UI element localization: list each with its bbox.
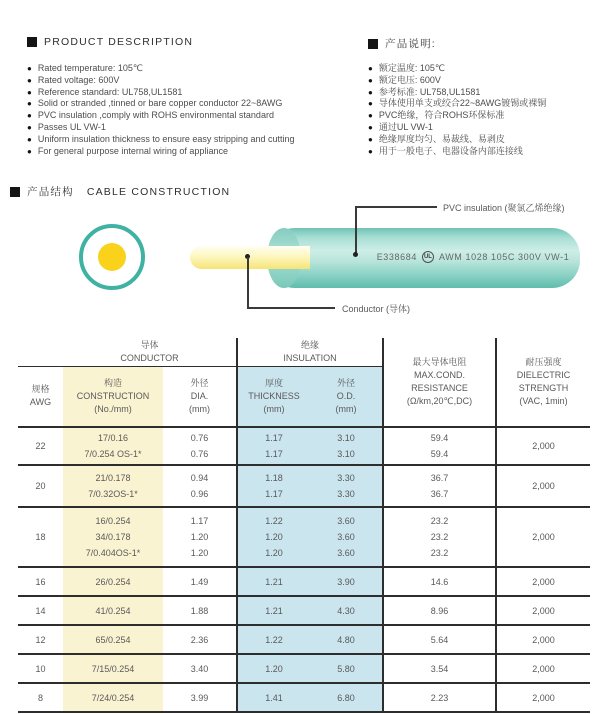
cell-construction: 65/0.254 xyxy=(63,625,163,654)
list-item: ● 导体使用单支或绞合22~8AWG镀锡或裸铜 xyxy=(368,98,547,109)
cell-thickness: 1.22 1.20 1.20 xyxy=(237,507,310,567)
cable-construction-title-en: CABLE CONSTRUCTION xyxy=(86,185,231,198)
bullet-icon: ● xyxy=(27,122,32,132)
cell-awg: 16 xyxy=(18,567,63,596)
list-item: ● 通过UL VW-1 xyxy=(368,121,433,132)
cell-dielectric: 2,000 xyxy=(496,683,590,712)
table-row-awg-12 xyxy=(18,625,590,654)
cell-resistance: 5.64 xyxy=(383,625,496,654)
black-square-icon xyxy=(368,39,378,49)
group-insulation-cell: 绝缘 INSULATION xyxy=(237,338,383,366)
ul-logo-icon: UL xyxy=(422,251,434,263)
bullet-icon: ● xyxy=(27,87,32,97)
table-row-awg-10 xyxy=(18,654,590,683)
bullet-icon: ● xyxy=(27,146,32,156)
bullet-icon: ● xyxy=(368,99,373,109)
bullet-icon: ● xyxy=(27,111,32,121)
cell-thickness: 1.18 1.17 xyxy=(237,465,310,507)
cell-awg: 14 xyxy=(18,596,63,625)
cable-print-right: AWM 1028 105C 300V VW-1 xyxy=(438,252,570,262)
cell-construction: 16/0.254 34/0.178 7/0.404OS-1* xyxy=(63,507,163,567)
spec-table-body xyxy=(18,427,590,712)
pvc-leader-line-vertical xyxy=(355,206,357,254)
cell-od: 5.80 xyxy=(310,654,383,683)
header-thickness-cell: 厚度 THICKNESS (mm) xyxy=(237,366,310,427)
list-item: ● 额定温度: 105℃ xyxy=(368,63,445,73)
cable-construction-title-cn: 产品结构 xyxy=(27,186,74,198)
product-notes-list xyxy=(368,63,546,157)
cell-thickness: 1.20 xyxy=(237,654,310,683)
cell-od: 4.80 xyxy=(310,625,383,654)
list-item: ● 额定电压: 600V xyxy=(368,74,441,85)
black-square-icon xyxy=(10,187,20,197)
list-item: ● Rated temperature: 105℃ xyxy=(27,63,144,73)
header-dia-cell: 外径 DIA. (mm) xyxy=(163,366,237,427)
product-notes-title: 产品说明: xyxy=(385,38,436,50)
list-item: ● 用于一般电子、电器设备内部连接线 xyxy=(368,145,523,156)
list-item: ● Passes UL VW-1 xyxy=(27,121,106,132)
cell-construction: 7/15/0.254 xyxy=(63,654,163,683)
cell-awg: 22 xyxy=(18,427,63,465)
bullet-icon: ● xyxy=(27,99,32,109)
black-square-icon xyxy=(27,37,37,47)
table-row-awg-14 xyxy=(18,596,590,625)
cell-awg: 12 xyxy=(18,625,63,654)
cell-od: 3.30 3.30 xyxy=(310,465,383,507)
list-item: ● PVC绝缘，符合ROHS环保标准 xyxy=(368,110,505,121)
cell-od: 3.60 3.60 3.60 xyxy=(310,507,383,567)
cell-awg: 8 xyxy=(18,683,63,712)
list-item: ● PVC insulation ,comply with ROHS environmental standard xyxy=(27,110,274,121)
bullet-icon: ● xyxy=(368,122,373,132)
list-item: ● Reference standard: UL758,UL1581 xyxy=(27,86,183,97)
list-item: ● For general purpose internal wiring of appliance xyxy=(27,145,228,156)
cell-dielectric: 2,000 xyxy=(496,625,590,654)
bullet-icon: ● xyxy=(368,146,373,156)
product-description-header xyxy=(27,36,193,48)
cell-construction: 21/0.178 7/0.32OS-1* xyxy=(63,465,163,507)
cell-thickness: 1.21 xyxy=(237,596,310,625)
cell-dia: 3.99 xyxy=(163,683,237,712)
list-item: ● Rated voltage: 600V xyxy=(27,74,120,85)
bullet-icon: ● xyxy=(27,75,32,85)
cell-dia: 1.17 1.20 1.20 xyxy=(163,507,237,567)
cell-od: 6.80 xyxy=(310,683,383,712)
list-item: ● 参考标准: UL758,UL1581 xyxy=(368,86,481,97)
cell-resistance: 3.54 xyxy=(383,654,496,683)
cell-dielectric: 2,000 xyxy=(496,465,590,507)
bullet-icon: ● xyxy=(368,134,373,144)
conductor-leader-line-horizontal xyxy=(247,307,335,309)
product-description-list xyxy=(27,63,294,157)
header-construction-cell: 构造 CONSTRUCTION (No./mm) xyxy=(63,366,163,427)
cell-thickness: 1.17 1.17 xyxy=(237,427,310,465)
cell-construction: 41/0.254 xyxy=(63,596,163,625)
conductor-leader-line-vertical xyxy=(247,257,249,308)
cell-resistance: 36.7 36.7 xyxy=(383,465,496,507)
cable-print-left: E338684 xyxy=(376,252,417,262)
bullet-icon: ● xyxy=(368,64,373,73)
cell-dia: 0.94 0.96 xyxy=(163,465,237,507)
cell-od: 4.30 xyxy=(310,596,383,625)
table-row-awg-22 xyxy=(18,427,590,465)
cell-awg: 18 xyxy=(18,507,63,567)
cell-od: 3.90 xyxy=(310,567,383,596)
group-spacer-cell xyxy=(18,338,63,366)
table-row-awg-18 xyxy=(18,507,590,567)
table-row-awg-16 xyxy=(18,567,590,596)
cell-thickness: 1.22 xyxy=(237,625,310,654)
cell-dia: 1.88 xyxy=(163,596,237,625)
product-notes-header xyxy=(368,36,436,51)
cell-resistance: 23.2 23.2 23.2 xyxy=(383,507,496,567)
bullet-icon: ● xyxy=(368,75,373,85)
pvc-leader-line-horizontal xyxy=(355,206,437,208)
cell-dielectric: 2,000 xyxy=(496,596,590,625)
cell-thickness: 1.41 xyxy=(237,683,310,712)
list-item: ● 绝缘厚度均匀、易裁线、易剥皮 xyxy=(368,133,505,144)
header-awg-cell: 规格 AWG xyxy=(18,366,63,427)
cell-resistance: 8.96 xyxy=(383,596,496,625)
list-item: ● Uniform insulation thickness to ensure easy stripping and cutting xyxy=(27,133,295,144)
cell-dielectric: 2,000 xyxy=(496,427,590,465)
table-row-awg-20 xyxy=(18,465,590,507)
conductor-rod xyxy=(190,246,310,269)
table-row-awg-8 xyxy=(18,683,590,712)
cable-construction-header xyxy=(10,184,230,199)
cell-thickness: 1.21 xyxy=(237,567,310,596)
pvc-insulation-label: PVC insulation (聚氯乙烯绝缘) xyxy=(443,203,565,213)
cell-od: 3.10 3.10 xyxy=(310,427,383,465)
header-od-cell: 外径 O.D. (mm) xyxy=(310,366,383,427)
cell-awg: 20 xyxy=(18,465,63,507)
header-resistance-cell: 最大导体电阻 MAX.COND. RESISTANCE (Ω/km,20℃,DC) xyxy=(383,338,496,427)
cell-dia: 0.76 0.76 xyxy=(163,427,237,465)
cell-construction: 26/0.254 xyxy=(63,567,163,596)
cell-resistance: 59.4 59.4 xyxy=(383,427,496,465)
cell-dia: 3.40 xyxy=(163,654,237,683)
header-dielectric-cell: 耐压强度 DIELECTRIC STRENGTH (VAC, 1min) xyxy=(496,338,590,427)
product-description-title: PRODUCT DESCRIPTION xyxy=(44,36,194,48)
cell-dielectric: 2,000 xyxy=(496,507,590,567)
cable-print-text xyxy=(368,251,578,263)
cell-dielectric: 2,000 xyxy=(496,567,590,596)
pvc-leader-dot xyxy=(353,252,358,257)
cell-construction: 7/24/0.254 xyxy=(63,683,163,712)
list-item: ● Solid or stranded ,tinned or bare copper conductor 22~8AWG xyxy=(27,98,283,109)
table-group-header-row xyxy=(18,338,590,366)
cell-dia: 1.49 xyxy=(163,567,237,596)
cell-dia: 2.36 xyxy=(163,625,237,654)
bullet-icon: ● xyxy=(27,134,32,144)
cable-cross-section-conductor xyxy=(98,243,126,271)
conductor-label: Conductor (导体) xyxy=(342,304,411,314)
group-conductor-cell: 导体 CONDUCTOR xyxy=(63,338,237,366)
spec-table xyxy=(18,338,590,713)
cell-resistance: 2.23 xyxy=(383,683,496,712)
cell-dielectric: 2,000 xyxy=(496,654,590,683)
cell-construction: 17/0.16 7/0.254 OS-1* xyxy=(63,427,163,465)
cell-resistance: 14.6 xyxy=(383,567,496,596)
cell-awg: 10 xyxy=(18,654,63,683)
bullet-icon: ● xyxy=(368,111,373,121)
bullet-icon: ● xyxy=(27,64,32,73)
bullet-icon: ● xyxy=(368,87,373,97)
